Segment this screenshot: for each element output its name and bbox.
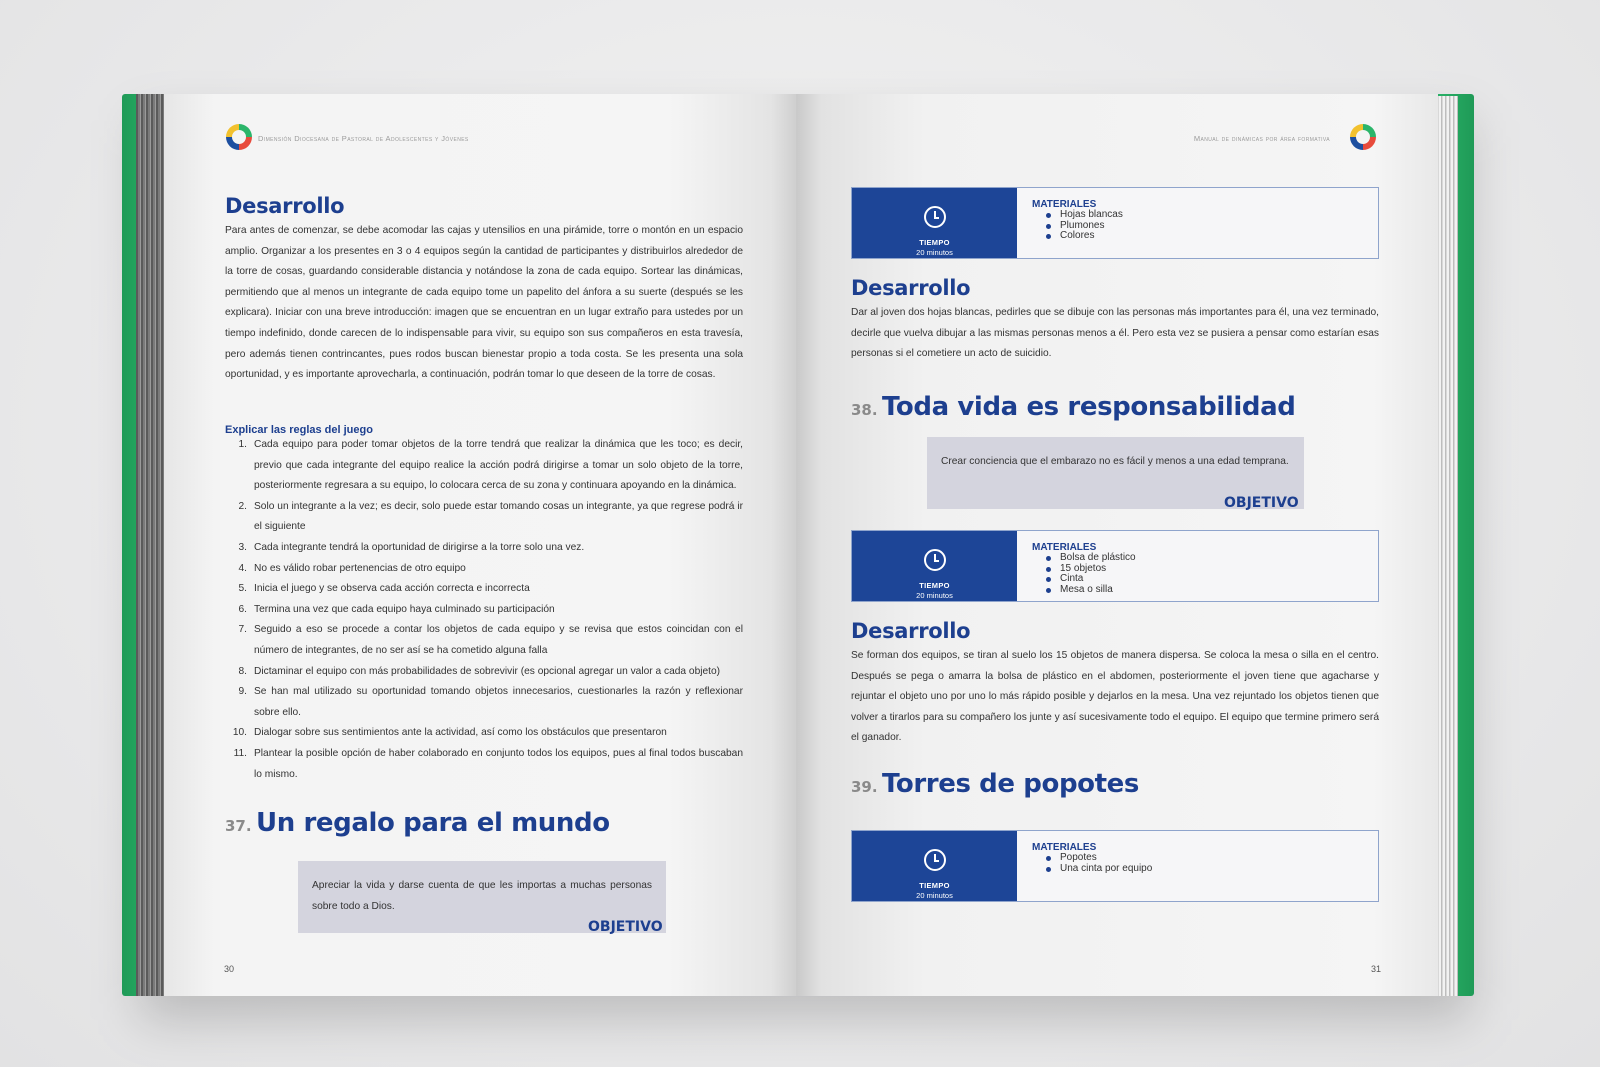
activity-number: 39.: [851, 778, 878, 796]
list-item: 3. Cada integrante tendrá la oportunidad de dirigirse a la torre solo una vez.: [238, 541, 585, 553]
materials-list: [1046, 210, 1123, 242]
objective-box: Apreciar la vida y darse cuenta de que les importas a muchas personas sobre todo a Dios.: [298, 861, 666, 933]
left-page: [164, 94, 796, 996]
materials-title: MATERIALES: [1032, 199, 1097, 210]
list-item: Popotes: [1046, 853, 1152, 864]
list-item: Bolsa de plástico: [1046, 553, 1136, 564]
activity-title-39: [851, 769, 1139, 799]
list-item: 15 objetos: [1046, 564, 1136, 575]
list-item: Mesa o silla: [1046, 585, 1136, 596]
list-item: 5. Inicia el juego y se observa cada acción correcta e incorrecta: [238, 583, 530, 595]
activity-title-37: [225, 808, 610, 838]
page-number: 31: [1371, 964, 1382, 974]
list-item: Plumones: [1046, 221, 1123, 232]
time-value: 20 minutos: [916, 891, 953, 900]
section-title: Desarrollo: [851, 619, 971, 643]
body-paragraph: Dar al joven dos hojas blancas, pedirles que se dibuje con las personas más importantes para él, una vez terminado, decirle que vuelva dibujar a las mismas personas menos a él. Pero esta vez se pusiera a pensar como estarían esas personas si el cometiere un acto de suicidio.: [851, 307, 1379, 360]
activity-name: Un regalo para el mundo: [256, 808, 610, 838]
page-number: 30: [224, 964, 235, 974]
clock-icon: [924, 849, 946, 871]
rules-title: Explicar las reglas del juego: [225, 424, 373, 436]
activity-number: 38.: [851, 401, 878, 419]
time-value: 20 minutos: [916, 591, 953, 600]
activity-number: 37.: [225, 817, 252, 835]
list-item: 1. Cada equipo para poder tomar objetos de la torre tendrá que realizar la dinámica que les toco; es decir, previo que cada integrante del equipo realice la acción podrá dirigirse a tomar un solo objeto de la torre, posteriormente regresara a su equipo, lo colocara cerca de su zona y continuara apoyando en la dinámica.: [238, 439, 743, 492]
activity-info-box: [851, 530, 1379, 602]
rules-list: [225, 435, 743, 785]
right-page: [796, 94, 1438, 996]
time-label: TIEMPO: [919, 581, 950, 590]
list-item: 7. Seguido a eso se procede a contar los objetos de cada equipo y se revisa que estos coincidan con el número de integrantes, de no ser así se ha cometido alguna falla: [238, 624, 743, 656]
list-item: 8. Dictaminar el equipo con más probabilidades de sobrevivir (es opcional agregar un valor a cada objeto): [238, 665, 721, 677]
logo-emblem-icon: [226, 124, 252, 150]
materials-title: MATERIALES: [1032, 542, 1097, 553]
objective-label: OBJETIVO: [588, 919, 663, 935]
time-label: TIEMPO: [919, 238, 950, 247]
list-item: 6. Termina una vez que cada equipo haya culminado su participación: [238, 603, 555, 615]
activity-title-38: [851, 392, 1295, 422]
list-item: 11. Plantear la posible opción de haber colaborado en conjunto todos los equipos, pues al final todos buscaban lo mismo.: [233, 747, 743, 780]
time-block: [852, 831, 1017, 901]
time-block: [852, 531, 1017, 601]
clock-icon: [924, 549, 946, 571]
materials-title: MATERIALES: [1032, 842, 1097, 853]
left-header: Dimensión Diocesana de Pastoral de Adolescentes y Jóvenes: [258, 134, 469, 143]
logo-emblem-icon: [1350, 124, 1376, 150]
list-item: Hojas blancas: [1046, 210, 1123, 221]
activity-name: Toda vida es responsabilidad: [882, 392, 1296, 422]
right-header: Manual de dinámicas por área formativa: [1193, 134, 1330, 143]
list-item: Colores: [1046, 231, 1123, 242]
time-value: 20 minutos: [916, 248, 953, 257]
materials-list: [1046, 853, 1152, 874]
list-item: 4. No es válido robar pertenencias de otro equipo: [238, 562, 466, 574]
activity-info-box: [851, 830, 1379, 902]
activity-name: Torres de popotes: [882, 769, 1139, 799]
section-title: Desarrollo: [225, 194, 345, 218]
objective-box: Crear conciencia que el embarazo no es fácil y menos a una edad temprana.: [927, 437, 1304, 509]
list-item: 9. Se han mal utilizado su oportunidad tomando objetos innecesarios, cuestionarles la razón y reflexionar sobre ello.: [238, 686, 743, 718]
clock-icon: [924, 206, 946, 228]
time-block: [852, 188, 1017, 258]
body-paragraph: Para antes de comenzar, se debe acomodar las cajas y utensilios en una pirámide, torre o montón en un espacio amplio. Organizar a los presentes en 3 o 4 equipos según la cantidad de participantes y distribuirlos alrededor de la torre de cosas, guardando considerable distancia y notándose la zona de cada equipo. Sortear las dinámicas, permitiendo que al menos un integrante de cada equipo tome un papelito del ánfora a su suerte (después se les explicara). Iniciar con una breve introducción: imagen que se encuentran en un lugar extraño para ustedes por un tiempo indefinido, donde carecen de lo indispensable para vivir, su equipo son sus compañeros en esta travesía, pero además tienen contrincantes, pues rodos buscan bienestar propio a toda costa. Se les presenta una sola oportunidad, y es importante aprovecharla, a continuación, podrán tomar lo que deseen de la torre de cosas.: [225, 225, 743, 381]
section-title: Desarrollo: [851, 276, 971, 300]
list-item: Una cinta por equipo: [1046, 864, 1152, 875]
materials-list: [1046, 553, 1136, 595]
activity-info-box: [851, 187, 1379, 259]
list-item: Cinta: [1046, 574, 1136, 585]
objective-label: OBJETIVO: [1224, 495, 1299, 511]
list-item: 2. Solo un integrante a la vez; es decir, solo puede estar tomando cosas un integrante, ya que regrese podrá ir el siguiente: [238, 500, 743, 533]
list-item: 10. Dialogar sobre sus sentimientos ante la actividad, así como los obstáculos que presentaron: [232, 727, 667, 739]
body-paragraph: Se forman dos equipos, se tiran al suelo los 15 objetos de manera dispersa. Se coloca la mesa o silla en el centro. Después se pega o amarra la bolsa de plástico en el abdomen, posteriormente el joven tiene que agacharse y rejuntar el objeto uno por uno lo más rápido posible y dejarlos en la mesa. Una vez rejuntado los objetos tienen que volver a tirarlos para su compañero los junte y así sucesivamente todo el equipo. El equipo que termine primero será el ganador.: [851, 650, 1379, 744]
time-label: TIEMPO: [919, 881, 950, 890]
